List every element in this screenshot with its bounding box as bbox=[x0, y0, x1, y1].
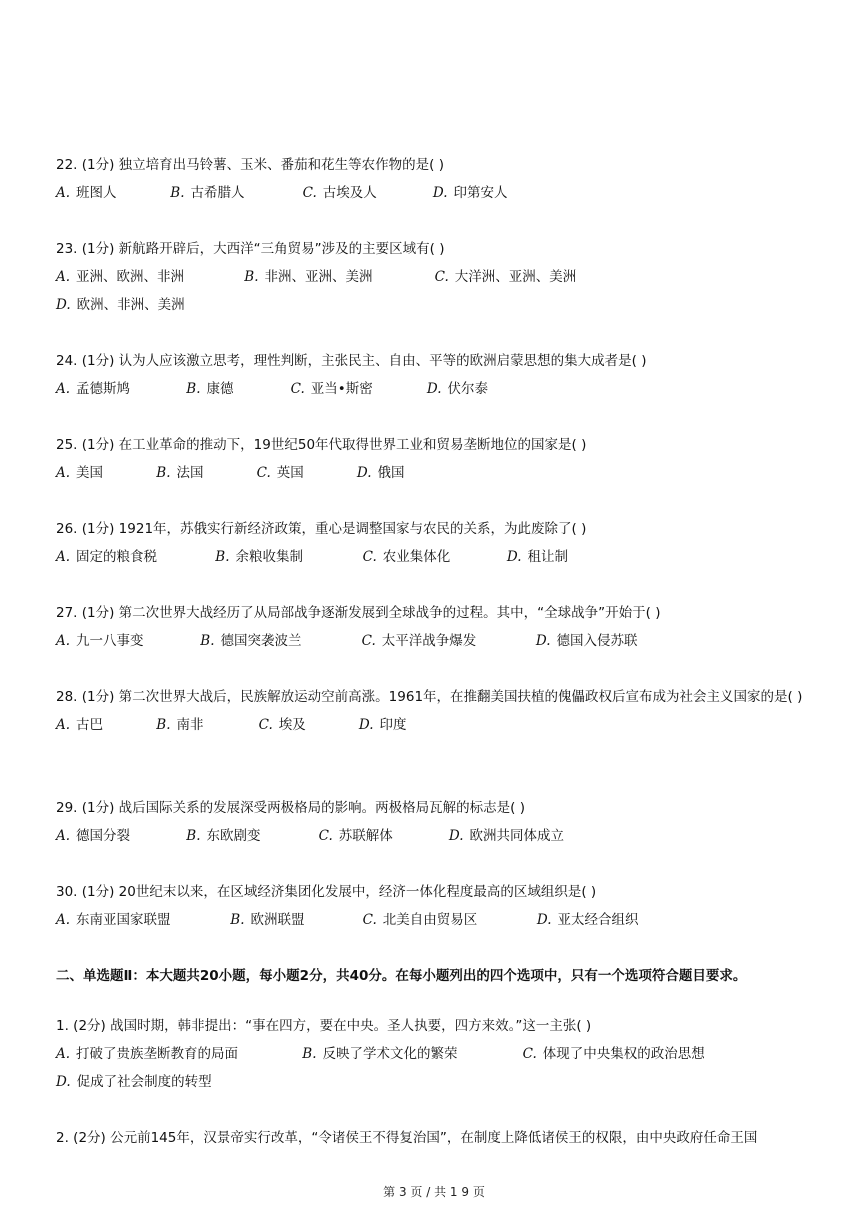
question-24 bbox=[56, 347, 816, 403]
option-row bbox=[56, 375, 816, 403]
option-d: D. 亚太经合组织 bbox=[536, 912, 639, 928]
question-29 bbox=[56, 794, 816, 850]
option-row bbox=[56, 822, 816, 850]
question-28 bbox=[56, 683, 816, 739]
option-c: C. 古埃及人 bbox=[302, 185, 377, 201]
option-row bbox=[56, 291, 816, 319]
option-c: C. 太平洋战争爆发 bbox=[361, 633, 477, 649]
option-d: D. 俄国 bbox=[356, 465, 405, 481]
question-stem: 1. (2分) 战国时期，韩非提出：“事在四方，要在中央。圣人执要，四方来效。”这一主张( ) bbox=[56, 1018, 592, 1034]
option-a: A. 亚洲、欧洲、非洲 bbox=[56, 269, 185, 285]
option-row bbox=[56, 459, 816, 487]
option-row bbox=[56, 263, 816, 291]
option-c: C. 体现了中央集权的政治思想 bbox=[522, 1046, 705, 1062]
option-row bbox=[56, 711, 816, 739]
option-a: A. 班图人 bbox=[56, 185, 117, 201]
option-a: A. 打破了贵族垄断教育的局面 bbox=[56, 1046, 239, 1062]
option-a: A. 德国分裂 bbox=[56, 828, 131, 844]
question-30 bbox=[56, 878, 816, 934]
question-stem: 28. (1分) 第二次世界大战后，民族解放运动空前高涨。1961年，在推翻美国扶植的傀儡政权后宣布成为社会主义国家的是( ) bbox=[56, 689, 803, 705]
question-stem: 2. (2分) 公元前145年，汉景帝实行改革，“令诸侯王不得复治国”，在制度上降低诸侯王的权限，由中央政府任命王国 bbox=[56, 1130, 758, 1146]
option-a: A. 固定的粮食税 bbox=[56, 549, 158, 565]
option-d: D. 德国入侵苏联 bbox=[535, 633, 638, 649]
option-c: C. 英国 bbox=[256, 465, 304, 481]
question-stem: 27. (1分) 第二次世界大战经历了从局部战争逐渐发展到全球战争的过程。其中，“全球战争”开始于( ) bbox=[56, 605, 661, 621]
question-stem: 25. (1分) 在工业革命的推动下，19世纪50年代取得世界工业和贸易垄断地位的国家是( ) bbox=[56, 437, 587, 453]
option-d: D. 印度 bbox=[358, 717, 407, 733]
option-row bbox=[56, 179, 816, 207]
option-d: D. 租让制 bbox=[506, 549, 569, 565]
option-c: C. 埃及 bbox=[258, 717, 306, 733]
option-d: D. 印第安人 bbox=[432, 185, 508, 201]
option-d: D. 促成了社会制度的转型 bbox=[56, 1074, 212, 1090]
option-d: D. 欧洲共同体成立 bbox=[448, 828, 565, 844]
section-question-1 bbox=[56, 1012, 816, 1096]
option-c: C. 大洋洲、亚洲、美洲 bbox=[434, 269, 577, 285]
page-footer: 第 3 页 / 共 1 9 页 bbox=[383, 1185, 485, 1199]
option-row bbox=[56, 1040, 816, 1068]
option-a: A. 九一八事变 bbox=[56, 633, 144, 649]
question-27 bbox=[56, 599, 816, 655]
option-row bbox=[56, 906, 816, 934]
question-23 bbox=[56, 235, 816, 319]
option-b: B. 法国 bbox=[156, 465, 204, 481]
question-stem: 22. (1分) 独立培育出马铃薯、玉米、番茄和花生等农作物的是( ) bbox=[56, 157, 444, 173]
question-25 bbox=[56, 431, 816, 487]
option-b: B. 南非 bbox=[156, 717, 204, 733]
question-stem: 30. (1分) 20世纪末以来，在区域经济集团化发展中，经济一体化程度最高的区域组织是( ) bbox=[56, 884, 597, 900]
section-title: 二、单选题Ⅱ：本大题共20小题，每小题2分，共40分。在每小题列出的四个选项中，只有一个选项符合题目要求。 bbox=[56, 968, 747, 984]
question-stem: 26. (1分) 1921年，苏俄实行新经济政策，重心是调整国家与农民的关系，为此废除了( ) bbox=[56, 521, 587, 537]
option-row bbox=[56, 1068, 816, 1096]
option-b: B. 德国突袭波兰 bbox=[200, 633, 302, 649]
option-c: C. 亚当•斯密 bbox=[290, 381, 373, 397]
question-stem: 24. (1分) 认为人应该激立思考，理性判断，主张民主、自由、平等的欧洲启蒙思想的集大成者是( ) bbox=[56, 353, 647, 369]
option-b: B. 余粮收集制 bbox=[215, 549, 304, 565]
option-d: D. 伏尔泰 bbox=[426, 381, 489, 397]
option-b: B. 古希腊人 bbox=[170, 185, 245, 201]
option-c: C. 北美自由贸易区 bbox=[362, 912, 478, 928]
option-b: B. 康德 bbox=[186, 381, 234, 397]
question-stem: 23. (1分) 新航路开辟后，大西洋“三角贸易”涉及的主要区域有( ) bbox=[56, 241, 445, 257]
option-a: A. 古巴 bbox=[56, 717, 104, 733]
option-a: A. 美国 bbox=[56, 465, 104, 481]
option-b: B. 反映了学术文化的繁荣 bbox=[302, 1046, 458, 1062]
option-row bbox=[56, 627, 816, 655]
option-row bbox=[56, 543, 816, 571]
question-22 bbox=[56, 151, 816, 207]
option-b: B. 东欧剧变 bbox=[186, 828, 261, 844]
option-b: B. 欧洲联盟 bbox=[230, 912, 305, 928]
question-26 bbox=[56, 515, 816, 571]
option-c: C. 苏联解体 bbox=[318, 828, 393, 844]
question-stem: 29. (1分) 战后国际关系的发展深受两极格局的影响。两极格局瓦解的标志是( ) bbox=[56, 800, 525, 816]
option-b: B. 非洲、亚洲、美洲 bbox=[244, 269, 373, 285]
option-a: A. 孟德斯鸠 bbox=[56, 381, 131, 397]
option-c: C. 农业集体化 bbox=[362, 549, 451, 565]
option-a: A. 东南亚国家联盟 bbox=[56, 912, 171, 928]
option-d: D. 欧洲、非洲、美洲 bbox=[56, 297, 185, 313]
section-question-2 bbox=[56, 1124, 826, 1152]
